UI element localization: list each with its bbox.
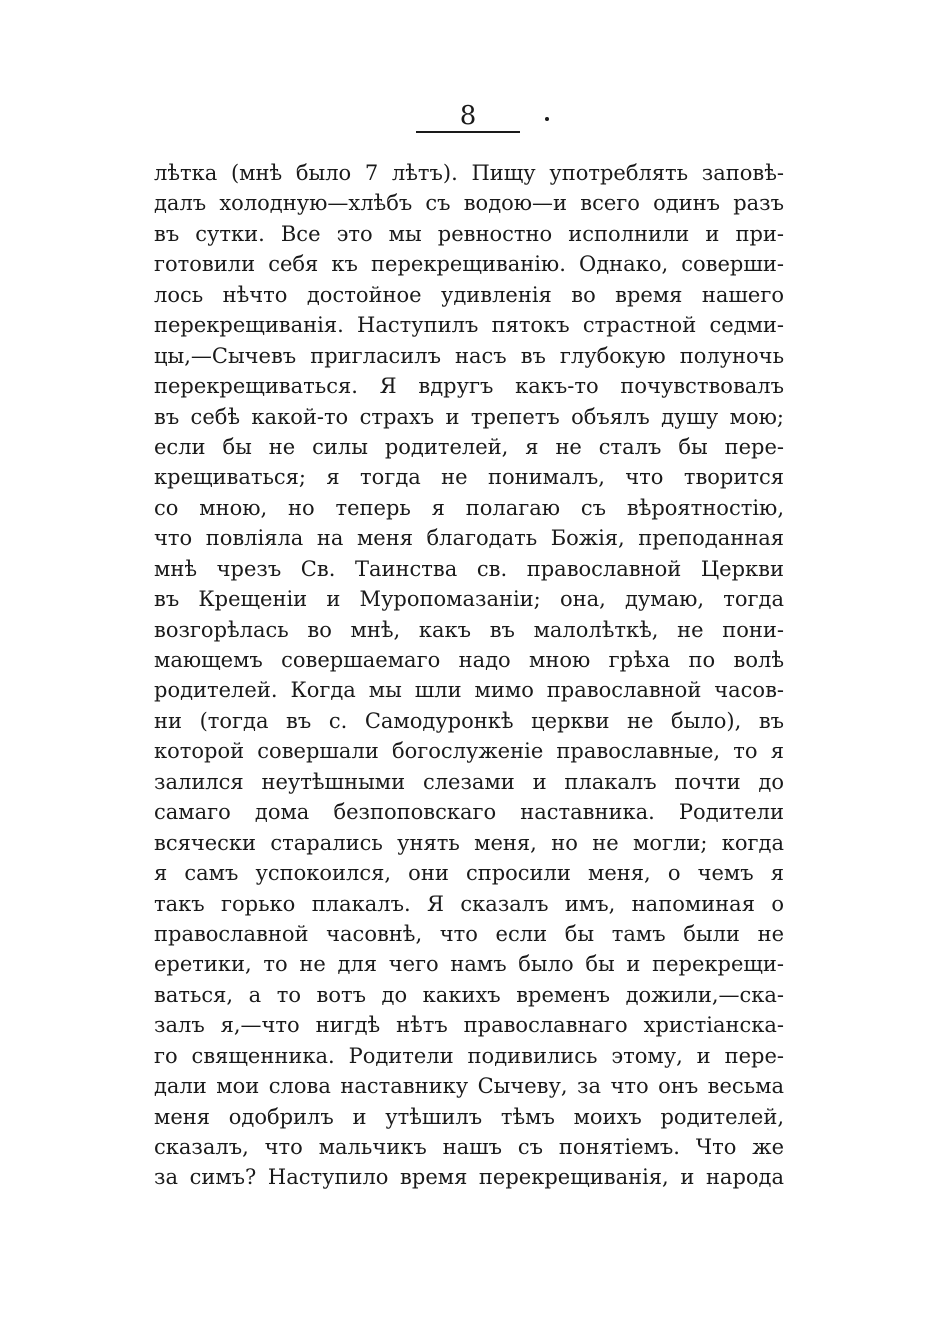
text-line: православной часовнѣ, что если бы тамъ были не bbox=[154, 921, 784, 946]
text-line: со мною, но теперь я полагаю съ вѣроятностію, bbox=[154, 495, 784, 520]
print-speck bbox=[545, 117, 549, 121]
text-line: дали мои слова наставнику Сычеву, за что онъ весьма bbox=[154, 1074, 784, 1099]
text-line: сказалъ, что мальчикъ нашъ съ понятіемъ. Что же bbox=[154, 1135, 784, 1159]
text-line: залъ я,—что нигдѣ нѣтъ православнаго христіанска- bbox=[154, 1013, 784, 1038]
text-line: крещиваться; я тогда не понималъ, что творится bbox=[154, 465, 784, 490]
text-line: еретики, то не для чего намъ было бы и перекрещи- bbox=[154, 952, 784, 977]
text-line: цы,—Сычевъ пригласилъ насъ въ глубокую полуночь bbox=[154, 343, 784, 368]
text-line: въ сутки. Все это мы ревностно исполнили и при- bbox=[154, 221, 784, 246]
text-line: лѣтка (мнѣ было 7 лѣтъ). Пищу употреблять заповѣ- bbox=[154, 161, 784, 185]
text-line: за симъ? Наступило время перекрещиванія, и народа bbox=[154, 1165, 784, 1190]
text-line: всячески старались унять меня, но не могли; когда bbox=[154, 830, 784, 855]
text-line: родителей. Когда мы шли мимо православной часов- bbox=[154, 678, 784, 703]
text-line: которой совершали богослуженіе православные, то я bbox=[154, 739, 784, 764]
text-line: въ себѣ какой-то страхъ и трепетъ объялъ душу мою; bbox=[154, 404, 784, 429]
text-line: ни (тогда въ с. Самодуронкѣ церкви не было), въ bbox=[154, 708, 784, 733]
text-line: перекрещиваться. Я вдругъ какъ-то почувствовалъ bbox=[154, 374, 784, 399]
text-line: залился неутѣшными слезами и плакалъ почти до bbox=[154, 769, 784, 794]
text-line: лось нѣчто достойное удивленія во время нашего bbox=[154, 282, 784, 307]
text-line: мнѣ чрезъ Св. Таинства св. православной Церкви bbox=[154, 556, 784, 581]
text-line: мающемъ совершаемаго надо мною грѣха по волѣ bbox=[154, 648, 784, 672]
text-line: ваться, а то вотъ до какихъ временъ дожили,—ска- bbox=[154, 982, 784, 1007]
text-line: далъ холодную—хлѣбъ съ водою—и всего одинъ разъ bbox=[154, 191, 784, 216]
text-line: го священника. Родители подивились этому, и пере- bbox=[154, 1043, 784, 1068]
text-line: меня одобрилъ и утѣшилъ тѣмъ моихъ родителей, bbox=[154, 1104, 784, 1129]
header-rule bbox=[416, 131, 520, 133]
text-line: если бы не силы родителей, я не сталъ бы пере- bbox=[154, 434, 784, 459]
text-line: самаго дома безпоповскаго наставника. Родители bbox=[154, 800, 784, 825]
text-line: возгорѣлась во мнѣ, какъ въ малолѣткѣ, не пони- bbox=[154, 617, 784, 642]
text-line: такъ горько плакалъ. Я сказалъ имъ, напоминая о bbox=[154, 891, 784, 916]
page-number: 8 bbox=[459, 101, 477, 131]
text-line: въ Крещеніи и Муропомазаніи; она, думаю, тогда bbox=[154, 587, 784, 612]
text-line: перекрещиванія. Наступилъ пятокъ страстной седми- bbox=[154, 313, 784, 338]
text-line: что повліяла на меня благодать Божія, преподанная bbox=[154, 526, 784, 551]
text-line: я самъ успокоился, они спросили меня, о чемъ я bbox=[154, 861, 784, 886]
body-text bbox=[154, 158, 784, 1193]
text-line: готовили себя къ перекрещиванію. Однако, соверши- bbox=[154, 252, 784, 277]
